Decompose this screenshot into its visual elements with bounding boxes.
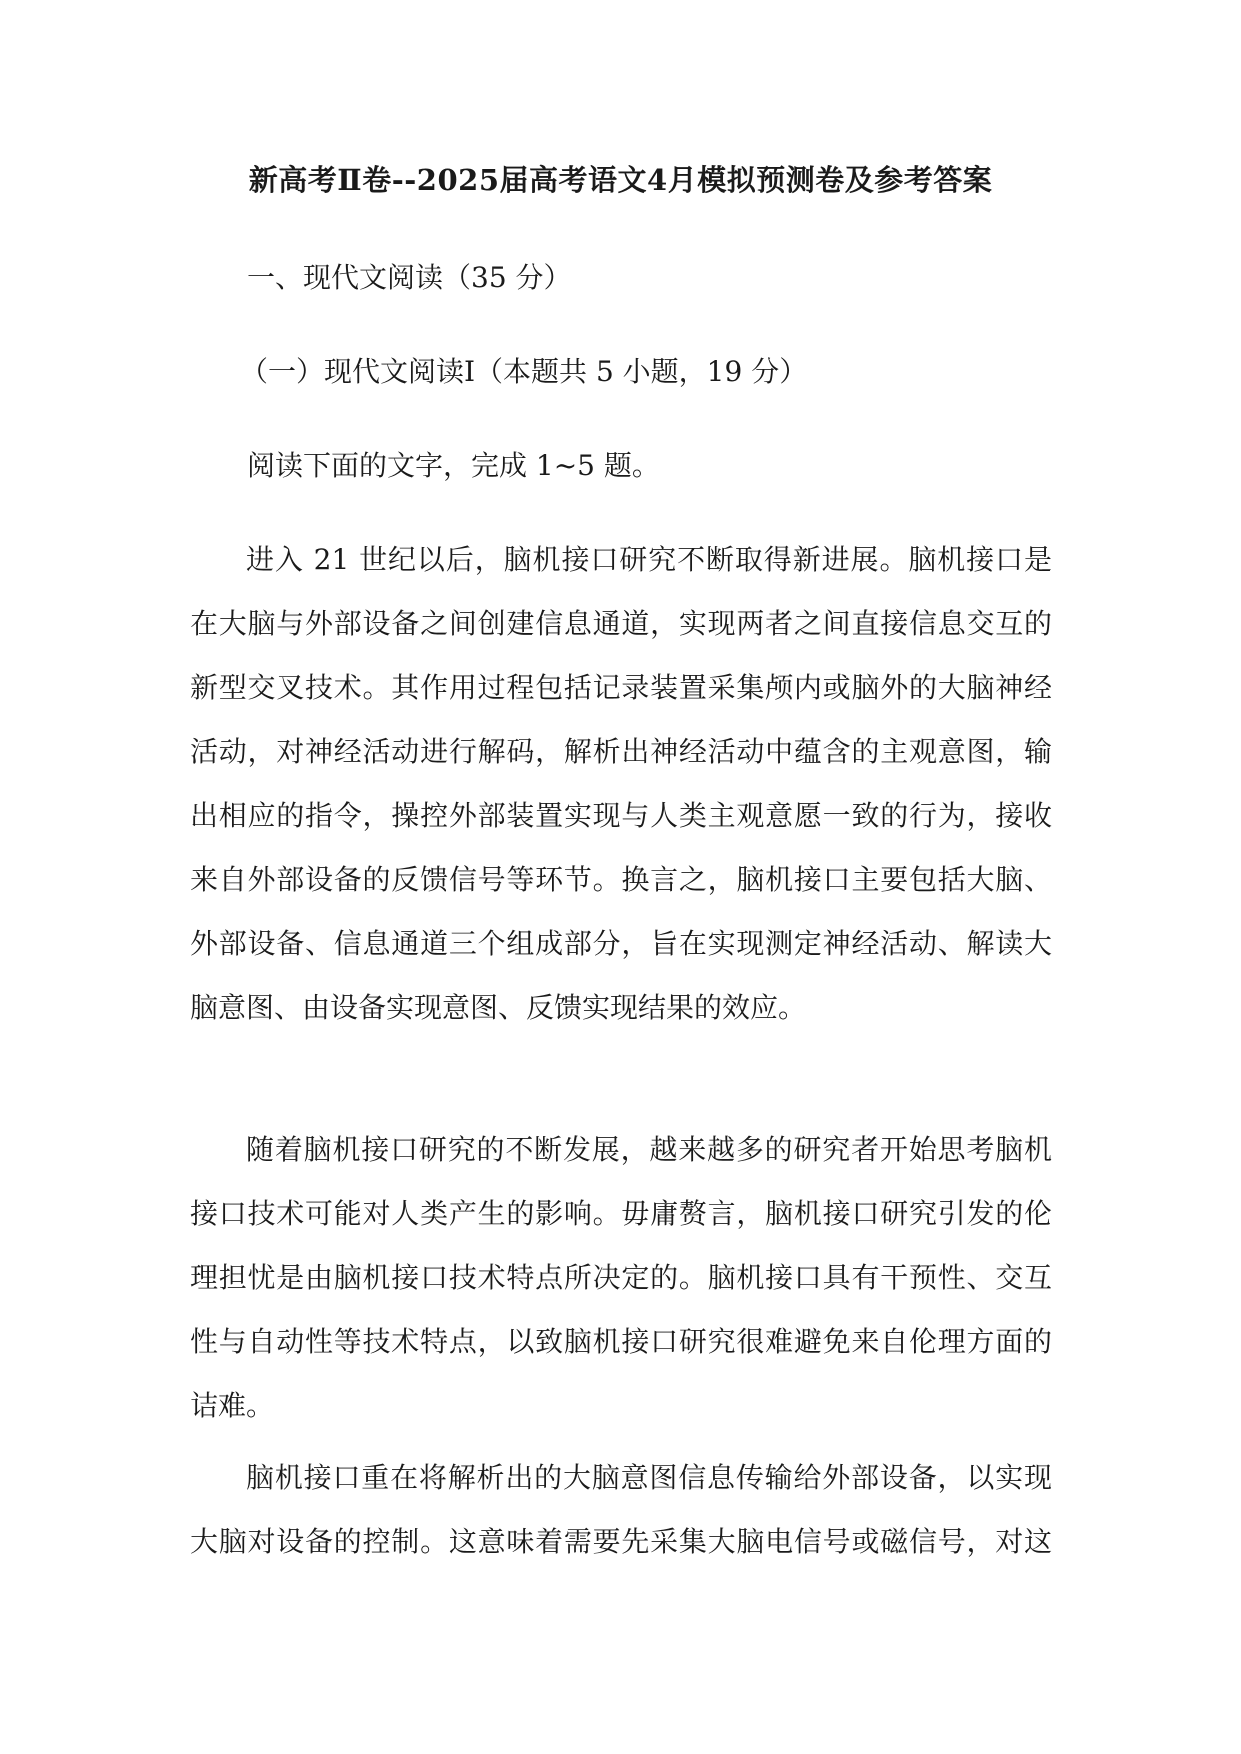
paragraph-line: 性与自动性等技术特点，以致脑机接口研究很难避免来自伦理方面的 <box>190 1325 1052 1358</box>
paragraph-line: 诘难。 <box>190 1389 275 1422</box>
paragraph-line: 外部设备、信息通道三个组成部分，旨在实现测定神经活动、解读大 <box>190 927 1052 960</box>
paragraph-line: 活动，对神经活动进行解码，解析出神经活动中蕴含的主观意图，输 <box>190 735 1052 768</box>
section-heading: 一、现代文阅读（35 分） <box>247 261 572 294</box>
paragraph-line: 出相应的指令，操控外部装置实现与人类主观意愿一致的行为，接收 <box>190 799 1052 832</box>
paragraph-line: 接口技术可能对人类产生的影响。毋庸赘言，脑机接口研究引发的伦 <box>190 1197 1052 1230</box>
paragraph-line: 随着脑机接口研究的不断发展，越来越多的研究者开始思考脑机 <box>246 1133 1052 1166</box>
paragraph-line: 脑意图、由设备实现意图、反馈实现结果的效应。 <box>190 991 807 1024</box>
paragraph-line: 在大脑与外部设备之间创建信息通道，实现两者之间直接信息交互的 <box>190 607 1052 640</box>
paragraph-line: 脑机接口重在将解析出的大脑意图信息传输给外部设备，以实现 <box>246 1461 1052 1494</box>
paragraph-line: 新型交叉技术。其作用过程包括记录装置采集颅内或脑外的大脑神经 <box>190 671 1052 704</box>
subsection-heading: （一）现代文阅读Ⅰ（本题共 5 小题，19 分） <box>240 355 808 388</box>
paragraph-line: 来自外部设备的反馈信号等环节。换言之，脑机接口主要包括大脑、 <box>190 863 1052 896</box>
document-title: 新高考Ⅱ卷--2025届高考语文4月模拟预测卷及参考答案 <box>248 163 993 197</box>
paragraph-1 <box>190 528 1052 1040</box>
paragraph-line: 进入 21 世纪以后，脑机接口研究不断取得新进展。脑机接口是 <box>246 543 1052 576</box>
paragraph-line: 理担忧是由脑机接口技术特点所决定的。脑机接口具有干预性、交互 <box>190 1261 1052 1294</box>
paragraph-3 <box>190 1446 1052 1574</box>
reading-instruction: 阅读下面的文字，完成 1~5 题。 <box>247 449 660 482</box>
paragraph-2 <box>190 1118 1052 1438</box>
paragraph-line: 大脑对设备的控制。这意味着需要先采集大脑电信号或磁信号，对这 <box>190 1525 1052 1558</box>
